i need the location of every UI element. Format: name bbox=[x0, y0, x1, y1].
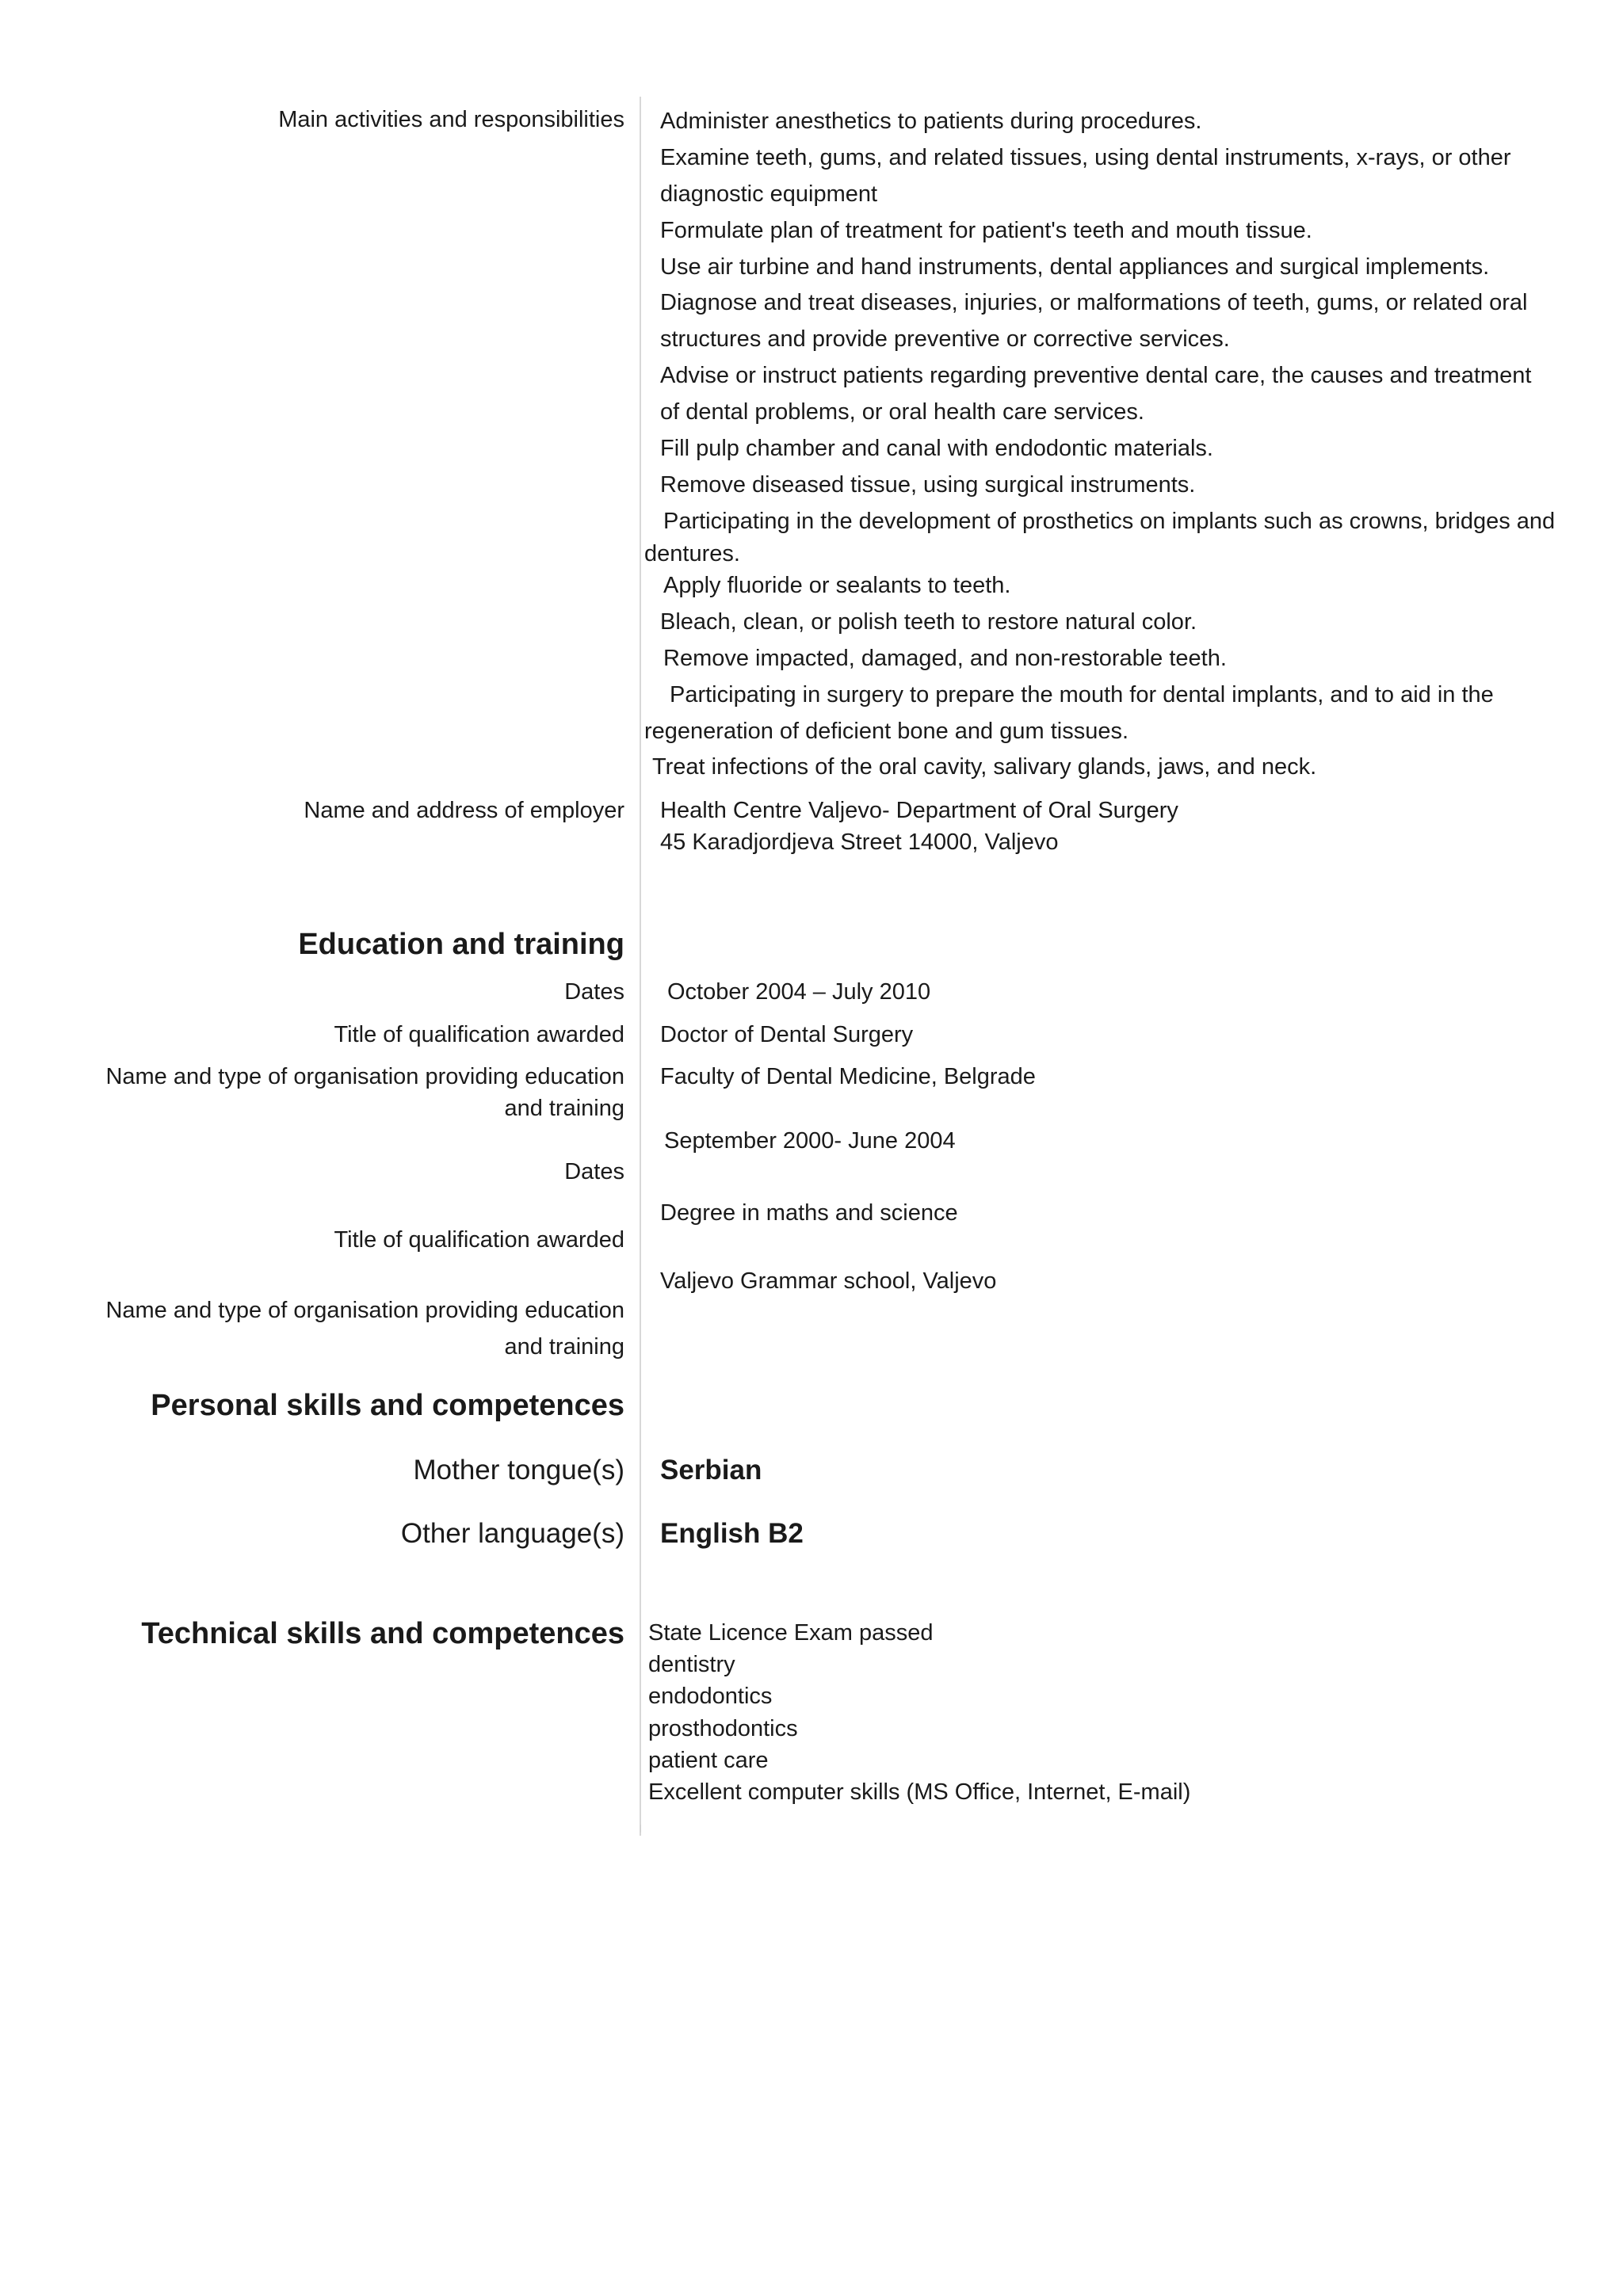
qualification-label: Title of qualification awarded bbox=[334, 1227, 624, 1253]
dates-label: Dates bbox=[564, 979, 624, 1005]
activities-label: Main activities and responsibilities bbox=[278, 107, 624, 132]
activity-item: Examine teeth, gums, and related tissues, using dental instruments, x-rays, or other bbox=[660, 145, 1511, 170]
activity-item: dentures. bbox=[644, 541, 740, 566]
activity-item: regeneration of deficient bone and gum tissues. bbox=[644, 719, 1129, 744]
education-dates: October 2004 – July 2010 bbox=[667, 979, 931, 1005]
activity-item: structures and provide preventive or corrective services. bbox=[660, 326, 1230, 352]
technical-skill-item: dentistry bbox=[648, 1652, 735, 1677]
activity-item: Apply fluoride or sealants to teeth. bbox=[663, 573, 1011, 598]
technical-skill-item: patient care bbox=[648, 1748, 769, 1773]
column-divider bbox=[640, 97, 641, 1836]
column-end-mark bbox=[640, 1825, 641, 1833]
employer-name: Health Centre Valjevo- Department of Oral Surgery bbox=[660, 798, 1178, 823]
activity-item: Remove diseased tissue, using surgical instruments. bbox=[660, 472, 1196, 498]
activity-item: Formulate plan of treatment for patient's teeth and mouth tissue. bbox=[660, 218, 1312, 243]
activity-item: Fill pulp chamber and canal with endodontic materials. bbox=[660, 436, 1213, 461]
activity-item: Participating in the development of prosthetics on implants such as crowns, bridges and bbox=[663, 509, 1556, 534]
education-heading: Education and training bbox=[298, 928, 624, 961]
education-organisation: Valjevo Grammar school, Valjevo bbox=[660, 1268, 997, 1294]
other-language-value: English B2 bbox=[660, 1518, 804, 1549]
activity-item: of dental problems, or oral health care services. bbox=[660, 399, 1144, 425]
activity-item: Treat infections of the oral cavity, salivary glands, jaws, and neck. bbox=[652, 754, 1317, 780]
activity-item: Administer anesthetics to patients during procedures. bbox=[660, 109, 1202, 134]
mother-tongue-value: Serbian bbox=[660, 1455, 762, 1486]
education-qualification: Degree in maths and science bbox=[660, 1200, 958, 1226]
personal-skills-heading: Personal skills and competences bbox=[151, 1389, 624, 1422]
qualification-label: Title of qualification awarded bbox=[334, 1022, 624, 1047]
technical-skills-heading: Technical skills and competences bbox=[141, 1617, 624, 1650]
activity-item: Participating in surgery to prepare the mouth for dental implants, and to aid in the bbox=[670, 682, 1494, 707]
education-organisation: Faculty of Dental Medicine, Belgrade bbox=[660, 1064, 1036, 1089]
employer-label: Name and address of employer bbox=[304, 798, 624, 823]
technical-skill-item: State Licence Exam passed bbox=[648, 1620, 934, 1646]
activity-item: Advise or instruct patients regarding preventive dental care, the causes and treatment bbox=[660, 363, 1532, 388]
education-qualification: Doctor of Dental Surgery bbox=[660, 1022, 914, 1047]
mother-tongue-label: Mother tongue(s) bbox=[413, 1455, 624, 1486]
technical-skill-item: prosthodontics bbox=[648, 1716, 798, 1741]
activity-item: Remove impacted, damaged, and non-restorable teeth. bbox=[663, 646, 1227, 671]
other-language-label: Other language(s) bbox=[400, 1518, 624, 1549]
activity-item: Use air turbine and hand instruments, dental appliances and surgical implements. bbox=[660, 254, 1490, 280]
activity-item: diagnostic equipment bbox=[660, 181, 878, 207]
organisation-label: Name and type of organisation providing education and training bbox=[105, 1064, 624, 1121]
technical-skill-item: endodontics bbox=[648, 1684, 773, 1709]
technical-skill-item: Excellent computer skills (MS Office, Internet, E-mail) bbox=[648, 1779, 1191, 1805]
activity-item: Bleach, clean, or polish teeth to restore natural color. bbox=[660, 609, 1197, 635]
education-dates: September 2000- June 2004 bbox=[664, 1128, 956, 1154]
dates-label: Dates bbox=[564, 1159, 624, 1184]
activity-item: Diagnose and treat diseases, injuries, or malformations of teeth, gums, or related oral bbox=[660, 290, 1528, 315]
organisation-label: Name and type of organisation providing education and training bbox=[105, 1298, 624, 1360]
employer-address: 45 Karadjordjeva Street 14000, Valjevo bbox=[660, 830, 1059, 855]
